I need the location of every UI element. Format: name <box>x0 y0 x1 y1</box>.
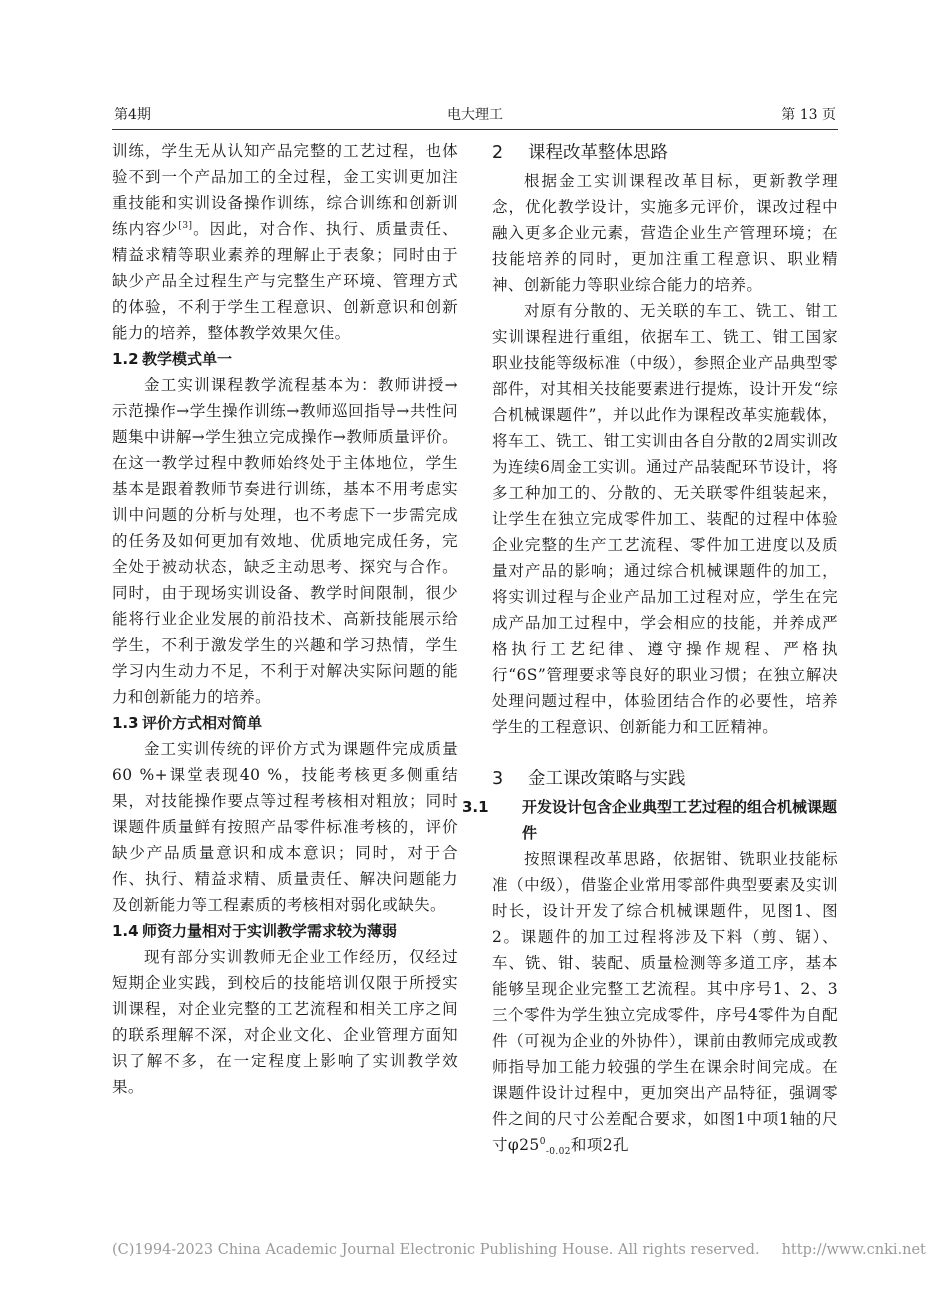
journal-title: 电大理工 <box>447 107 503 123</box>
right-column <box>462 138 838 1158</box>
section-1-3-heading <box>112 710 458 736</box>
section-1-4-paragraph: 现有部分实训教师无企业工作经历，仅经过短期企业实践，到校后的技能培训仅限于所授实训课程，对企业完整的工艺流程和相关工序之间的联系理解不深，对企业文化、企业管理方面知识了解不多，在一定程度上影响了实训教学效果。 <box>112 948 458 1096</box>
intro-text: 训练，学生无从认知产品完整的工艺过程，也体验不到一个产品加工的全过程，金工实训更加注重技能和实训设备操作训练，综合训练和创新训练内容少 <box>112 142 458 238</box>
section-number: 3 <box>492 769 504 789</box>
section-2-paragraph-1: 根据金工实训课程改革目标，更新教学理念，优化教学设计，实施多元评价，课改过程中融入更多企业元素，营造企业生产管理环境；在技能培养的同时，更加注重工程意识、职业精神、创新能力等职业综合能力的培养。 <box>492 172 838 294</box>
section-title: 师资力量相对于实训教学需求较为薄弱 <box>142 922 398 940</box>
intro-paragraph <box>112 138 458 346</box>
cnki-link[interactable]: http://www.cnki.net <box>781 1242 926 1258</box>
section-number: 3.1 <box>462 798 489 816</box>
copyright-text: (C)1994-2023 China Academic Journal Electronic Publishing House. All rights reserved. <box>112 1242 760 1258</box>
section-2-heading <box>492 138 838 168</box>
section-1-4-heading <box>112 918 458 944</box>
section-3-heading <box>492 764 838 794</box>
section-1-3-paragraph: 金工实训传统的评价方式为课题件完成质量60 %+课堂表现40 %，技能考核更多侧重结果，对技能操作要点等过程考核相对粗放；同时课题件质量鲜有按照产品零件标准考核的，评价缺少产品质量意识和成本意识；同时，对于合作、执行、精益求精、质量责任、解决问题能力及创新能力等工程素质的考核相对弱化或缺失。 <box>112 740 458 914</box>
section-title: 评价方式相对简单 <box>142 714 263 732</box>
section-1-2-paragraph: 金工实训课程教学流程基本为：教师讲授→示范操作→学生操作训练→教师巡回指导→共性问题集中讲解→学生独立完成操作→教师质量评价。在这一教学过程中教师始终处于主体地位，学生基本是跟着教师节奏进行训练，基本不用考虑实训中问题的分析与处理，也不考虑下一步需完成的任务及如何更加有效地、优质地完成任务，完全处于被动状态，缺乏主动思考、探究与合作。同时，由于现场实训设备、教学时间限制，很少能将行业企业发展的前沿技术、高新技能展示给学生，不利于激发学生的兴趣和学习热情，学生学习内生动力不足，不利于对解决实际问题的能力和创新能力的培养。 <box>112 376 458 706</box>
section-1-2-heading <box>112 346 458 372</box>
intro-text-cont: 。因此，对合作、执行、质量责任、精益求精等职业素养的理解止于表象；同时由于缺少产品全过程生产与完整生产环境、管理方式的体验，不利于学生工程意识、创新意识和创新能力的培养，整体教学效果欠佳。 <box>112 220 459 342</box>
section-title: 金工课改策略与实践 <box>528 769 686 789</box>
left-column <box>112 138 458 1100</box>
section-3-1-paragraph <box>492 846 838 1158</box>
dimension-tolerance <box>507 1136 571 1158</box>
section-3-1-text-end: 和项2孔 <box>570 1136 629 1154</box>
section-3-1-heading <box>462 794 838 846</box>
section-number: 1.4 <box>112 922 139 940</box>
dimension-base: φ25 <box>507 1136 540 1154</box>
header-rule <box>112 129 838 130</box>
section-title: 课程改革整体思路 <box>528 143 668 163</box>
section-number: 1.3 <box>112 714 139 732</box>
section-3-1-text: 按照课程改革思路，依据钳、铣职业技能标准（中级），借鉴企业常用零部件典型要素及实训时长，设计开发了综合机械课题件，见图1、图2。课题件的加工过程将涉及下料（剪、锯）、车、铣、钳、装配、质量检测等多道工序，基本能够呈现企业完整工艺流程。其中序号1、2、3三个零件为学生独立完成零件，序号4零件为自配件（可视为企业的外协件），课前由教师完成或教师指导加工能力较强的学生在课余时间完成。在课题件设计过程中，更加突出产品特征，强调零件之间的尺寸公差配合要求，如图1中项1轴的尺寸 <box>492 850 838 1154</box>
page-number: 第 13 页 <box>781 107 836 123</box>
section-number: 2 <box>492 143 504 163</box>
section-title: 开发设计包含企业典型工艺过程的组合机械课题件 <box>522 798 838 842</box>
citation-ref: [3] <box>178 220 193 231</box>
copyright-footer <box>112 1242 926 1258</box>
running-header <box>112 100 838 126</box>
lower-tolerance: -0.02 <box>545 1147 571 1158</box>
upper-tolerance: 0 <box>539 1136 546 1147</box>
section-title: 教学模式单一 <box>142 350 233 368</box>
section-2-paragraph-2: 对原有分散的、无关联的车工、铣工、钳工实训课程进行重组，依据车工、铣工、钳工国家职业技能等级标准（中级），参照企业产品典型零部件，对其相关技能要素进行提炼，设计开发“综合机械课题件”，并以此作为课程改革实施载体，将车工、铣工、钳工实训由各自分散的2周实训改为连续6周金工实训。通过产品装配环节设计，将多工种加工的、分散的、无关联零件组装起来，让学生在独立完成零件加工、装配的过程中体验企业完整的生产工艺流程、零件加工进度以及质量对产品的影响；通过综合机械课题件的加工，将实训过程与企业产品加工过程对应，学生在完成产品加工过程中，学会相应的技能，并养成严格执行工艺纪律、遵守操作规程、严格执行“6S”管理要求等良好的职业习惯；在独立解决处理问题过程中，体验团结合作的必要性，培养学生的工程意识、创新能力和工匠精神。 <box>492 302 838 736</box>
section-number: 1.2 <box>112 350 139 368</box>
issue-number: 第4期 <box>114 107 151 123</box>
